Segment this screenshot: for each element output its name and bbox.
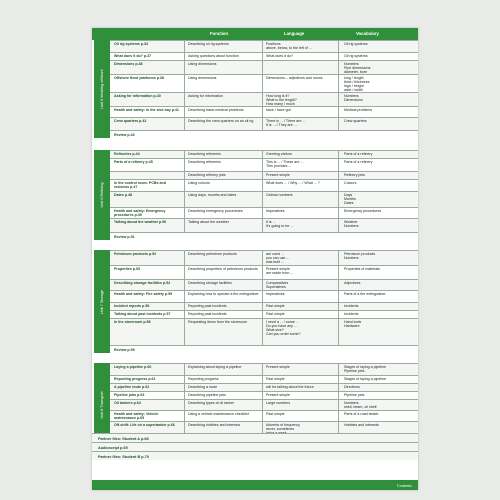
function-cell: Reporting past incidents (188, 304, 227, 309)
vocabulary-cell: Medical problems (344, 108, 373, 113)
table-row (110, 117, 418, 130)
vocabulary-cell: Stages of laying a pipeline (344, 377, 386, 382)
function-cell: Explaining how to operate a fire extinguisher (188, 292, 259, 297)
table-row (110, 150, 418, 158)
review-link[interactable]: Review p.51 (110, 232, 418, 240)
unit-label: Unit 5 Working offshore (100, 69, 104, 109)
vocabulary-cell: Numbers Dimensions (344, 94, 363, 103)
table-row (110, 375, 418, 383)
function-cell: Requesting items from the storeroom (188, 320, 248, 325)
function-cell: Using days, months and dates (188, 193, 237, 198)
column-divider (184, 40, 185, 130)
table-row (110, 74, 418, 92)
column-divider (184, 250, 185, 345)
vocabulary-cell: Days Months Dates (344, 193, 356, 206)
vocabulary-cell: Numbers shell, beam, oil shelf (344, 401, 377, 410)
language-cell: will for talking about the future (266, 385, 314, 390)
vocabulary-cell: Stages of laying a pipeline Pipeline jobs (344, 365, 386, 374)
vocabulary-cell: Parts of a refinery (344, 160, 373, 165)
column-divider (184, 363, 185, 438)
topic-cell[interactable]: Health and safety: Emergency procedures p.49 (114, 209, 166, 218)
vocabulary-cell: Colours (344, 181, 357, 186)
function-cell: Using a vehicle maintenance checklist (188, 412, 249, 417)
table-row (110, 363, 418, 375)
function-cell: Describing refineries (188, 160, 221, 165)
function-cell: Asking questions about function (188, 54, 239, 59)
column-divider (338, 363, 339, 438)
topic-cell[interactable]: Talking about past incidents p.57 (114, 312, 171, 317)
table-row (110, 250, 418, 265)
language-cell: Present simple (266, 365, 290, 370)
language-cell: Past simple (266, 304, 285, 309)
language-cell: Past simple (266, 412, 285, 417)
topic-cell[interactable]: Off-shift: Life on a supertanker p.66 (114, 423, 175, 428)
language-cell: Large numbers (266, 401, 291, 406)
table-row (110, 52, 418, 60)
vocabulary-cell: Oil rig systems (344, 54, 368, 59)
function-cell: Reporting progress (188, 377, 219, 382)
header-function: Function (210, 31, 229, 36)
function-cell: Describing basic medical problems (188, 108, 244, 113)
vocabulary-cell: Emergency procedures (344, 209, 382, 214)
table-row (110, 106, 418, 117)
vocabulary-cell: Parts of a refinery (344, 152, 373, 157)
column-divider (262, 363, 263, 438)
language-cell: Present simple are made from ... (266, 267, 294, 276)
function-cell: Using colours (188, 181, 210, 186)
function-cell: Describing refinery jobs (188, 173, 226, 178)
topic-cell[interactable]: Health and safety: in the sick bay p.41 (114, 108, 179, 113)
table-row (110, 391, 418, 399)
language-cell: Present simple (266, 393, 290, 398)
vocabulary-cell: Refinery jobs (344, 173, 365, 178)
table-row (110, 158, 418, 171)
language-cell: Past simple (266, 312, 285, 317)
vocabulary-cell: Incidents (344, 304, 359, 309)
header-vocabulary: Vocabulary (356, 31, 379, 36)
language-cell: have / have got (266, 108, 291, 113)
vocabulary-cell: Directions (344, 385, 360, 390)
language-cell: Past simple (266, 377, 285, 382)
function-cell: Explaining about laying a pipeline (188, 365, 242, 370)
contents-page (92, 28, 418, 490)
function-cell: Describing a route (188, 385, 218, 390)
column-divider (338, 250, 339, 345)
topic-cell[interactable]: Refineries p.44 (114, 152, 140, 157)
table-header (92, 28, 418, 40)
language-cell: Dimensions – adjectives and nouns (266, 76, 323, 81)
topic-cell[interactable]: Describing storage facilities p.54 (114, 281, 171, 286)
language-cell: There is ... / There are ... It is ... / They are ... (266, 119, 306, 128)
table-row (110, 279, 418, 290)
unit-label: Unit 8 Transport (100, 391, 104, 419)
language-cell: Comparatives Superlatives (266, 281, 289, 290)
function-cell: Describing types of oil tanker (188, 401, 235, 406)
unit-band (94, 250, 110, 353)
table-row (110, 218, 418, 232)
vocabulary-cell: Hand tools Hardware (344, 320, 362, 329)
table-row (110, 290, 418, 302)
vocabulary-cell: Petroleum products Numbers (344, 252, 376, 261)
unit-band (94, 150, 110, 240)
column-divider (338, 40, 339, 130)
topic-cell[interactable]: In the storeroom p.58 (114, 320, 151, 325)
contents-bar (92, 480, 418, 490)
table-row (110, 302, 418, 310)
column-divider (338, 150, 339, 232)
function-cell: Describing oil rig systems (188, 42, 229, 47)
header-language: Language (284, 31, 305, 36)
footer-link[interactable]: Audioscript p.69 (92, 442, 418, 451)
vocabulary-cell: Adjectives (344, 281, 361, 286)
function-cell: Talking about the weather (188, 220, 229, 225)
vocabulary-cell: Numbers Pipe dimensions diameter, bore (344, 62, 371, 75)
vocabulary-cell: Incidents (344, 312, 359, 317)
topic-cell[interactable]: Health and safety: Fire safety p.55 (114, 292, 173, 297)
function-cell: Describing storage facilities (188, 281, 232, 286)
table-row (110, 265, 418, 279)
topic-cell[interactable]: Properties p.53 (114, 267, 140, 272)
function-cell: Describing properties of petroleum products (188, 267, 258, 272)
vocabulary-cell: long / length thick / thickness high / height wide / width (344, 76, 370, 93)
vocabulary-cell: Properties of materials (344, 267, 380, 272)
topic-cell[interactable]: Laying a pipeline p.60 (114, 365, 152, 370)
language-cell: What does ... / Why ... / What ... ? (266, 181, 320, 186)
topic-cell[interactable]: Incident reports p.56 (114, 304, 150, 309)
topic-cell[interactable]: Health and safety: Vehicle maintenance p.65 (114, 412, 159, 421)
topic-cell[interactable]: Crew quarters p.42 (114, 119, 147, 124)
table-row (110, 399, 418, 410)
language-cell: I need a ... / some ... Do you have any ... What size? Can you order some? (266, 320, 301, 337)
table-row (110, 318, 418, 345)
vocabulary-cell: Oil rig systems (344, 42, 368, 47)
topic-cell[interactable]: Talking about the weather p.50 (114, 220, 167, 225)
language-cell: Imperatives (266, 292, 285, 297)
function-cell: Describing hobbies and interests (188, 423, 241, 428)
table-row (110, 383, 418, 391)
contents-label: Contents (396, 483, 412, 488)
language-cell: Positions above, below, to the left of ... (266, 42, 312, 51)
vocabulary-cell: Crew quarters (344, 119, 367, 124)
language-cell: What does it do? (266, 54, 293, 59)
topic-cell[interactable]: A pipeline route p.62 (114, 385, 150, 390)
function-cell: Describing the crew quarters on an oil rig (188, 119, 254, 124)
table-row (110, 310, 418, 318)
footer-link[interactable]: Partner files: Student B p.79 (92, 451, 418, 460)
topic-cell[interactable]: Oil tankers p.64 (114, 401, 141, 406)
language-cell: Adverbs of frequency never, sometimes (266, 423, 300, 432)
language-cell: Imperatives (266, 209, 285, 214)
column-divider (262, 40, 263, 130)
table-row (110, 207, 418, 218)
topic-cell[interactable]: Reporting progress p.61 (114, 377, 156, 382)
column-divider (184, 150, 185, 232)
topic-cell[interactable]: Dimensions p.38 (114, 62, 143, 67)
column-divider (262, 150, 263, 232)
topic-cell[interactable]: Dates p.48 (114, 193, 132, 198)
topic-cell[interactable]: Petroleum products p.52 (114, 252, 157, 257)
topic-cell[interactable]: Parts of a refinery p.45 (114, 160, 153, 165)
function-cell: Describing refineries (188, 152, 221, 157)
function-cell: Using dimensions (188, 76, 217, 81)
function-cell: Describing emergency procedures (188, 209, 243, 214)
unit-section (92, 150, 418, 240)
review-link[interactable]: Review p.43 (110, 130, 418, 138)
vocabulary-cell: Weather Numbers (344, 220, 359, 229)
function-cell: Asking for information (188, 94, 223, 99)
topic-cell[interactable]: In the control room: PCBs and resistors p.47 (114, 181, 166, 190)
language-cell: How long is it? What is the length? How many / much (266, 94, 297, 107)
vocabulary-cell: Parts of a road tanker (344, 412, 379, 417)
language-cell: Present simple (266, 173, 290, 178)
unit-band (94, 40, 110, 138)
language-cell: It is ... It's going to be ... (266, 220, 294, 229)
unit-section (92, 250, 418, 353)
function-cell: Using dimensions (188, 62, 217, 67)
topic-cell[interactable]: Offshore fixed platforms p.38 (114, 76, 164, 81)
language-cell: Ordinal numbers (266, 193, 293, 198)
table-row (110, 92, 418, 106)
table-row (110, 410, 418, 421)
table-row (110, 191, 418, 207)
language-cell: Greeting visitors (266, 152, 292, 157)
footer-link[interactable]: Partner files: Student A p.68 (92, 433, 418, 442)
language-cell: This is ... / These are ... This provides ... (266, 160, 304, 169)
unit-label: Unit 6 Refining (100, 182, 104, 208)
function-cell: Reporting past incidents (188, 312, 227, 317)
unit-section (92, 40, 418, 138)
table-row (110, 179, 418, 191)
topic-cell[interactable]: Pipeline jobs p.63 (114, 393, 145, 398)
vocabulary-cell: Pipeline jobs (344, 393, 365, 398)
table-row (110, 60, 418, 74)
review-link[interactable]: Review p.59 (110, 345, 418, 353)
topic-cell[interactable]: What does it do? p.37 (114, 54, 152, 59)
function-cell: Describing pipeline jobs (188, 393, 226, 398)
vocabulary-cell: Hobbies and interests (344, 423, 379, 428)
language-cell: are used ... you can use ... was built ... (266, 252, 290, 265)
column-divider (262, 250, 263, 345)
function-cell: Describing petroleum products (188, 252, 237, 257)
table-row (110, 40, 418, 52)
vocabulary-cell: Parts of a fire extinguisher (344, 292, 386, 297)
topic-cell[interactable]: Asking for information p.40 (114, 94, 161, 99)
topic-cell[interactable]: Oil rig systems p.34 (114, 42, 148, 47)
table-row (110, 171, 418, 179)
unit-label: Unit 7 Storage (100, 289, 104, 314)
